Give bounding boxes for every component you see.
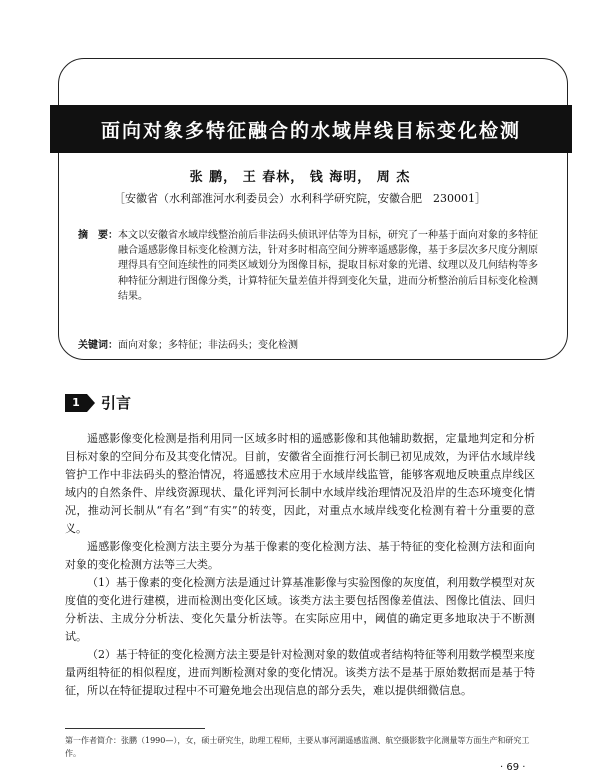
abstract-text: 本文以安徽省水域岸线整治前后非法码头侦讯评估等为目标，研究了一种基于面向对象的多特征融合遥感影像目标变化检测方法，针对多时相高空间分辨率遥感影像，基于多层次多尺度分割原理得具有空间连续性的同类区域划分为图像目标，提取目标对象的光谱、纹理以及几何结构等多种特征分割进行图像分类，计算特征矢量差值并得到变化矢量，进而分析整治前后目标变化检测结果。 bbox=[118, 230, 538, 302]
paragraph: （1）基于像素的变化检测方法是通过计算基准影像与实验图像的灰度值，利用数学模型对灰度值的变化进行建模，进而检测出变化区域。该类方法主要包括图像差值法、图像比值法、回归分析法、主成分分析法、变化矢量分析法等。在实际应用中，阈值的确定更多地取决于不断测试。 bbox=[65, 576, 535, 643]
footnote: 第一作者简介：张鹏（1990—），女，硕士研究生，助理工程师，主要从事河湖遥感监测、航空摄影数字化测量等方面生产和研究工作。 bbox=[65, 736, 530, 758]
section-heading bbox=[65, 392, 131, 413]
paragraph: 遥感影像变化检测方法主要分为基于像素的变化检测方法、基于特征的变化检测方法和面向对象的变化检测方法等三大类。 bbox=[65, 540, 535, 571]
section-title: 引言 bbox=[101, 394, 132, 412]
paragraph: （2）基于特征的变化检测方法主要是针对检测对象的数值或者结构特征等利用数学模型来度量两组特征的相似程度，进而判断检测对象的变化情况。该类方法不是基于原始数据而是基于特征，所以在特征提取过程中不可避免地会出现信息的部分丢失，难以提供细微信息。 bbox=[65, 648, 535, 697]
abstract bbox=[78, 228, 538, 304]
keywords bbox=[78, 336, 548, 351]
abstract-frame bbox=[58, 58, 568, 360]
body-text bbox=[65, 430, 535, 700]
authors: 张 鹏， 王 春林， 钱 海明， 周 杰 bbox=[189, 170, 411, 185]
paper-title: 面向对象多特征融合的水域岸线目标变化检测 bbox=[50, 105, 572, 153]
keywords-text: 面向对象；多特征；非法码头；变化检测 bbox=[118, 340, 298, 351]
abstract-label: 摘 要： bbox=[78, 230, 118, 241]
section-arrow-icon bbox=[87, 394, 95, 412]
affiliation: ［安徽省（水利部淮河水利委员会）水利科学研究院，安徽合肥 230001］ bbox=[114, 192, 486, 205]
paragraph: 遥感影像变化检测是指利用同一区域多时相的遥感影像和其他辅助数据，定量地判定和分析目标对象的空间分布及其变化情况。目前，安徽省全面推行河长制已初见成效，为评估水域岸线管护工作中非法码头的整治情况，将遥感技术应用于水域岸线监管，能够客观地反映重点岸线区域内的自然条件、岸线资源现状、量化评判河长制中水域岸线治理情况及沿岸的生态环境变化情况，推动河长制从“有名”到“有实”的转变，因此，对重点水域岸线变化检测有着十分重要的意义。 bbox=[65, 432, 535, 535]
page-number: · 69 · bbox=[500, 762, 526, 773]
footnote-rule bbox=[65, 728, 205, 729]
section-number: 1 bbox=[65, 394, 87, 412]
keywords-label: 关键词： bbox=[78, 340, 118, 351]
